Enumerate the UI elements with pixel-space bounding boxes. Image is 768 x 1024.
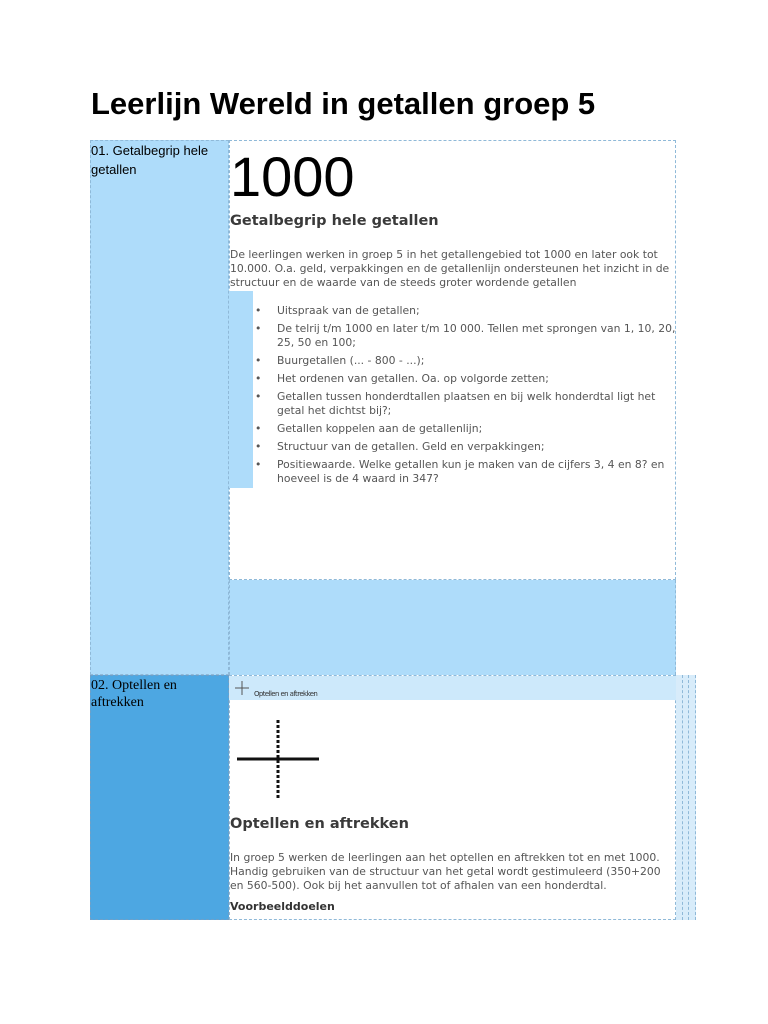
section2-label-cell — [90, 675, 229, 920]
section1-label-cell — [90, 140, 229, 675]
list-item: • Uitspraak van de getallen; — [255, 304, 420, 317]
list-item: • Getallen koppelen aan de getallenlijn; — [255, 422, 483, 435]
plus-minus-icon — [237, 720, 321, 798]
section2-heading: Optellen en aftrekken — [230, 816, 409, 832]
list-item: • Getallen tussen honderdtallen plaatsen en bij welk honderdtal ligt het getal het dichtst bij?; — [255, 390, 656, 417]
list-item: • Positiewaarde. Welke getallen kun je maken van de cijfers 3, 4 en 8? en hoeveel is de 4 waard in 347? — [255, 458, 665, 485]
section1-heading: Getalbegrip hele getallen — [230, 213, 439, 229]
plus-icon — [234, 680, 250, 696]
section2-label: 02. Optellen en aftrekken — [91, 678, 177, 710]
page-title: Leerlijn Wereld in getallen groep 5 — [91, 86, 596, 121]
stacked-page-edge — [676, 675, 683, 920]
list-item: • Structuur van de getallen. Geld en verpakkingen; — [255, 440, 545, 453]
section2-small-label: Optellen en aftrekken — [254, 690, 318, 698]
stacked-page-edge — [682, 675, 689, 920]
section1-big-number: 1000 — [230, 145, 355, 208]
list-item: • Het ordenen van getallen. Oa. op volgorde zetten; — [255, 372, 549, 385]
section1-label: 01. Getalbegrip hele getallen — [91, 143, 209, 177]
stacked-page-edge — [689, 675, 696, 920]
section2-intro: In groep 5 werken de leerlingen aan het optellen en aftrekken tot en met 1000. Handig gebruiken van de structuur van het getal wordt gestimuleerd (350+200 en 560-500). Ook bij het aanvullen tot of afhalen van een honderdtal. — [230, 851, 661, 892]
section1-fill — [229, 580, 676, 675]
list-item: • De telrij t/m 1000 en later t/m 10 000. Tellen met sprongen van 1, 10, 20, 25, 50 en 100; — [255, 322, 676, 349]
list-item: • Buurgetallen (... - 800 - ...); — [255, 354, 425, 367]
section2-subheading: Voorbeelddoelen — [230, 900, 335, 913]
section1-bullet-list — [250, 304, 676, 490]
section1-intro: De leerlingen werken in groep 5 in het getallengebied tot 1000 en later ook tot 10.000. O.a. geld, verpakkingen en de getallenlijn ondersteunen het inzicht in de structuur en de waarde van de steeds groter wordende getallen — [230, 248, 670, 289]
